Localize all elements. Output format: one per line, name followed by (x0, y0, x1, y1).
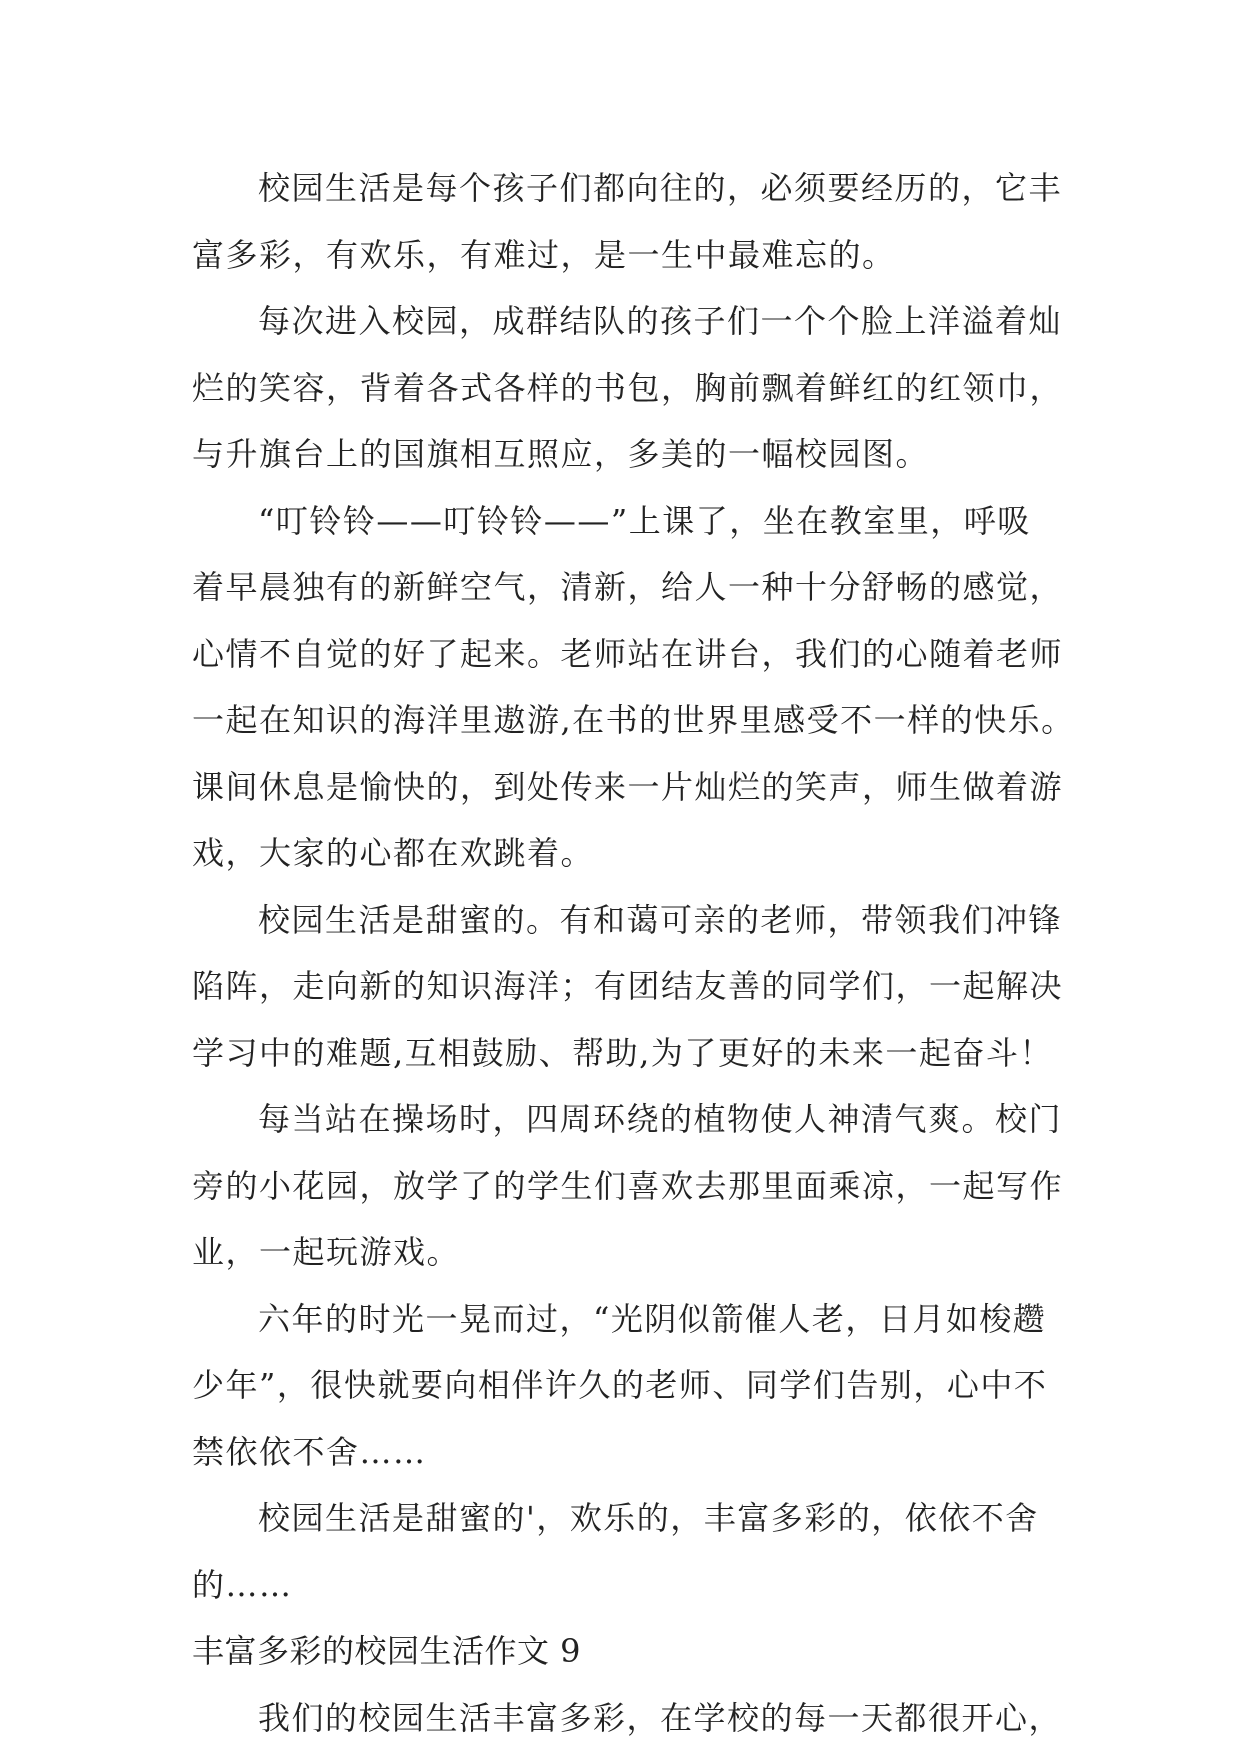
paragraph-7-line-2: 的…… (192, 1565, 293, 1604)
paragraph-1-line-2: 富多彩，有欢乐，有难过，是一生中最难忘的。 (192, 235, 896, 274)
paragraph-5-line-1: 每当站在操场时，四周环绕的植物使人神清气爽。校门 (258, 1100, 1063, 1138)
paragraph-4-line-2: 陷阵，走向新的知识海洋；有团结友善的同学们，一起解决 (192, 967, 1064, 1005)
paragraph-2-line-2: 烂的笑容，背着各式各样的书包，胸前飘着鲜红的红领巾， (192, 368, 1064, 407)
paragraph-6-line-3: 禁依依不舍…… (192, 1432, 427, 1471)
paragraph-4-line-3: 学习中的难题,互相鼓励、帮助,为了更好的未来一起奋斗！ (192, 1033, 1053, 1072)
paragraph-3-line-6: 戏，大家的心都在欢跳着。 (192, 834, 595, 872)
paragraph-3-line-5: 课间休息是愉快的，到处传来一片灿烂的笑声，师生做着游 (192, 767, 1064, 806)
paragraph-3-line-2: 着早晨独有的新鲜空气，清新，给人一种十分舒畅的感觉， (192, 568, 1064, 606)
paragraph-5-line-3: 业，一起玩游戏。 (192, 1233, 461, 1271)
document-page (192, 155, 1075, 1751)
paragraph-3-line-1: “叮铃铃——叮铃铃——”上课了，坐在教室里，呼吸 (258, 501, 1031, 540)
paragraph-5-line-2: 旁的小花园，放学了的学生们喜欢去那里面乘凉，一起写作 (192, 1166, 1064, 1205)
paragraph-6-line-2: 少年”，很快就要向相伴许久的老师、同学们告别，心中不 (192, 1366, 1048, 1404)
paragraph-7-line-1: 校园生活是甜蜜的'，欢乐的，丰富多彩的，依依不舍 (258, 1499, 1039, 1537)
section-heading: 丰富多彩的校园生活作文 9 (192, 1632, 582, 1670)
paragraph-3-line-3: 心情不自觉的好了起来。老师站在讲台，我们的心随着老师 (192, 634, 1064, 673)
paragraph-2-line-1: 每次进入校园，成群结队的孩子们一个个脸上洋溢着灿 (258, 302, 1063, 340)
paragraph-2-line-3: 与升旗台上的国旗相互照应，多美的一幅校园图。 (192, 435, 930, 473)
paragraph-8-line-1: 我们的校园生活丰富多彩，在学校的每一天都很开心， (258, 1698, 1063, 1737)
paragraph-4-line-1: 校园生活是甜蜜的。有和蔼可亲的老师，带领我们冲锋 (258, 900, 1063, 939)
paragraph-3-line-4: 一起在知识的海洋里遨游,在书的世界里感受不一样的快乐。 (192, 701, 1075, 739)
paragraph-1-line-1: 校园生活是每个孩子们都向往的，必须要经历的，它丰 (258, 169, 1063, 207)
paragraph-6-line-1: 六年的时光一晃而过，“光阴似箭催人老，日月如梭趱 (258, 1299, 1047, 1338)
